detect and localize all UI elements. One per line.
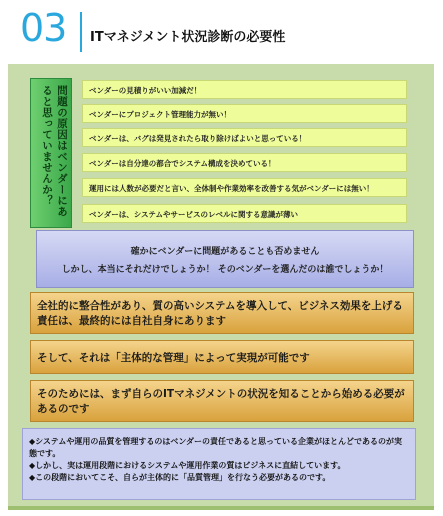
panel-bottom-border [8,506,434,510]
note-line: ◆この段階においてこそ、自らが主体的に「品質管理」を行なう必要があるのです。 [29,473,331,482]
page-header [20,8,420,54]
vertical-question-text: 問題の原因はベンダーにあると思っていませんか？ [41,85,68,217]
problem-item: ベンダーの見積りがいい加減だ！ [82,80,407,99]
statement-box [30,340,414,374]
statement-box [30,380,414,422]
statement-text: そして、それは「主体的な管理」によって実現が可能です [37,352,310,364]
statement-text: そのためには、まず自らのITマネジメントの状況を知ることから始める必要があるのです [37,388,405,415]
problem-item: ベンダーにプロジェクト管理能力が無い！ [82,104,407,123]
statement-box [30,292,414,334]
question-line-2: しかし、本当にそれだけでしょうか！ そのベンダーを選んだのは誰でしょうか！ [61,265,389,275]
problem-item: ベンダーは自分達の都合でシステム構成を決めている！ [82,153,407,172]
notes-box [22,428,416,500]
problem-item: ベンダーは、システムやサービスのレベルに関する意識が薄い [82,204,407,223]
vertical-question-box [30,78,72,228]
page-title: ITマネジメント状況診断の必要性 [90,30,286,45]
question-box [36,230,414,288]
section-number: 03 [20,6,67,50]
statement-text: 全社的に整合性があり、質の高いシステムを導入して、ビジネス効果を上げる責任は、最終的には自社自身にあります [37,300,403,327]
question-line-1: 確かにベンダーに問題があることも否めません [130,247,320,257]
note-line: ◆システムや運用の品質を管理するのはベンダーの責任であると思っている企業がほとんどであるのが実態です。 [29,437,403,458]
problem-item: ベンダーは、バグは発見されたら取り除けばよいと思っている！ [82,128,407,147]
header-divider [80,12,82,52]
note-line: ◆しかし、実は運用段階におけるシステムや運用作業の質はビジネスに直結しています。 [29,461,346,470]
problem-item: 運用には人数が必要だと言い、全体制や作業効率を改善する気がベンダーには無い！ [82,178,407,197]
